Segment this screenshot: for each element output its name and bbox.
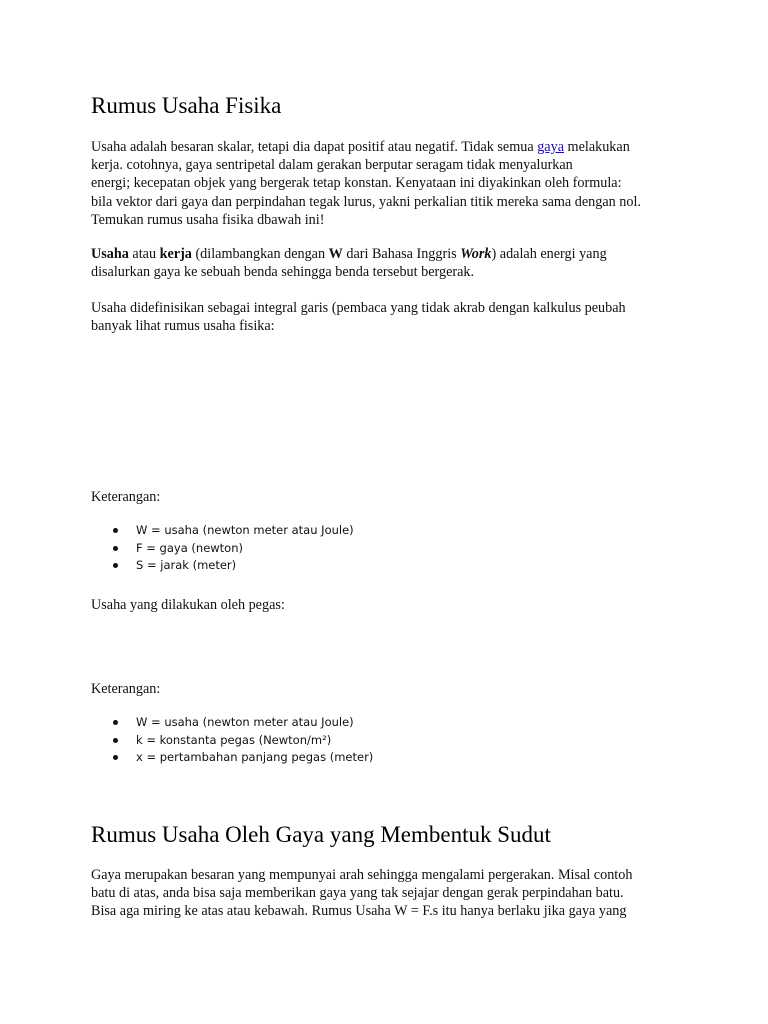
section-heading: Rumus Usaha Oleh Gaya yang Membentuk Sudut xyxy=(91,822,551,847)
gaya-link[interactable]: gaya xyxy=(537,139,564,155)
list-item xyxy=(91,714,373,732)
bullet-icon xyxy=(113,720,118,725)
symbol-w: W xyxy=(328,246,343,262)
list-item xyxy=(91,732,373,750)
definition-line-1 xyxy=(91,245,691,263)
sudut-line-3: Bisa aga miring ke atas atau kebawah. Rumus Usaha W = F.s itu hanya berlaku jika gaya yang xyxy=(91,903,627,920)
text-bahasa: dari Bahasa Inggris xyxy=(342,246,461,262)
sudut-paragraph xyxy=(91,866,691,921)
list-item xyxy=(91,522,354,540)
intro-line-4: bila vektor dari gaya dan perpindahan tegak lurus, yakni perkalian titik mereka sama dengan nol. xyxy=(91,193,641,210)
integral-line-1: Usaha didefinisikan sebagai integral garis (pembaca yang tidak akrab dengan kalkulus peubah xyxy=(91,300,626,316)
list-item-text: k = konstanta pegas (Newton/m²) xyxy=(136,732,332,747)
term-kerja: kerja xyxy=(159,246,192,262)
definition-line-2: disalurkan gaya ke sebuah benda sehingga benda tersebut bergerak. xyxy=(91,264,475,281)
bullet-icon xyxy=(113,528,118,533)
intro-text-a: Usaha adalah besaran skalar, tetapi dia dapat positif atau negatif. Tidak semua xyxy=(91,139,538,155)
sudut-line-2: batu di atas, anda bisa saja memberikan gaya yang tak sejajar dengan gerak perpindahan batu. xyxy=(91,885,624,902)
term-usaha: Usaha xyxy=(91,246,129,262)
intro-line-5: Temukan rumus usaha fisika dbawah ini! xyxy=(91,211,325,228)
bullet-icon xyxy=(113,755,118,760)
text-energi: ) adalah energi yang xyxy=(491,246,607,262)
bullet-icon xyxy=(113,563,118,568)
intro-line-1 xyxy=(91,138,691,156)
list-item xyxy=(91,749,373,767)
list-item-text: S = jarak (meter) xyxy=(136,558,237,573)
intro-line-3: energi; kecepatan objek yang bergerak tetap konstan. Kenyataan ini diyakinkan oleh formula: xyxy=(91,175,622,192)
intro-line-2: kerja. cotohnya, gaya sentripetal dalam gerakan berputar seragam tidak menyalurkan xyxy=(91,157,573,174)
text-atau: atau xyxy=(128,246,160,262)
intro-text-b: melakukan xyxy=(564,139,630,155)
list-item xyxy=(91,557,354,575)
sudut-line-1: Gaya merupakan besaran yang mempunyai arah sehingga mengalami pergerakan. Misal contoh xyxy=(91,867,633,883)
bullet-icon xyxy=(113,546,118,551)
legend-list-2 xyxy=(91,714,373,767)
bullet-icon xyxy=(113,738,118,743)
pegas-paragraph: Usaha yang dilakukan oleh pegas: xyxy=(91,597,285,613)
list-item-text: x = pertambahan panjang pegas (meter) xyxy=(136,750,374,765)
integral-line-2: banyak lihat rumus usaha fisika: xyxy=(91,318,275,335)
list-item-text: W = usaha (newton meter atau Joule) xyxy=(136,523,354,537)
integral-paragraph xyxy=(91,299,691,335)
list-item-text: W = usaha (newton meter atau Joule) xyxy=(136,715,354,729)
text-dilambangkan: (dilambangkan dengan xyxy=(191,246,329,262)
keterangan-label-2: Keterangan: xyxy=(91,681,161,697)
definition-paragraph xyxy=(91,245,691,281)
keterangan-label-1: Keterangan: xyxy=(91,489,161,505)
page-title: Rumus Usaha Fisika xyxy=(91,93,282,118)
term-work: Work xyxy=(460,246,492,262)
intro-paragraph xyxy=(91,138,691,229)
list-item-text: F = gaya (newton) xyxy=(136,540,243,555)
legend-list-1 xyxy=(91,522,354,575)
list-item xyxy=(91,540,354,558)
